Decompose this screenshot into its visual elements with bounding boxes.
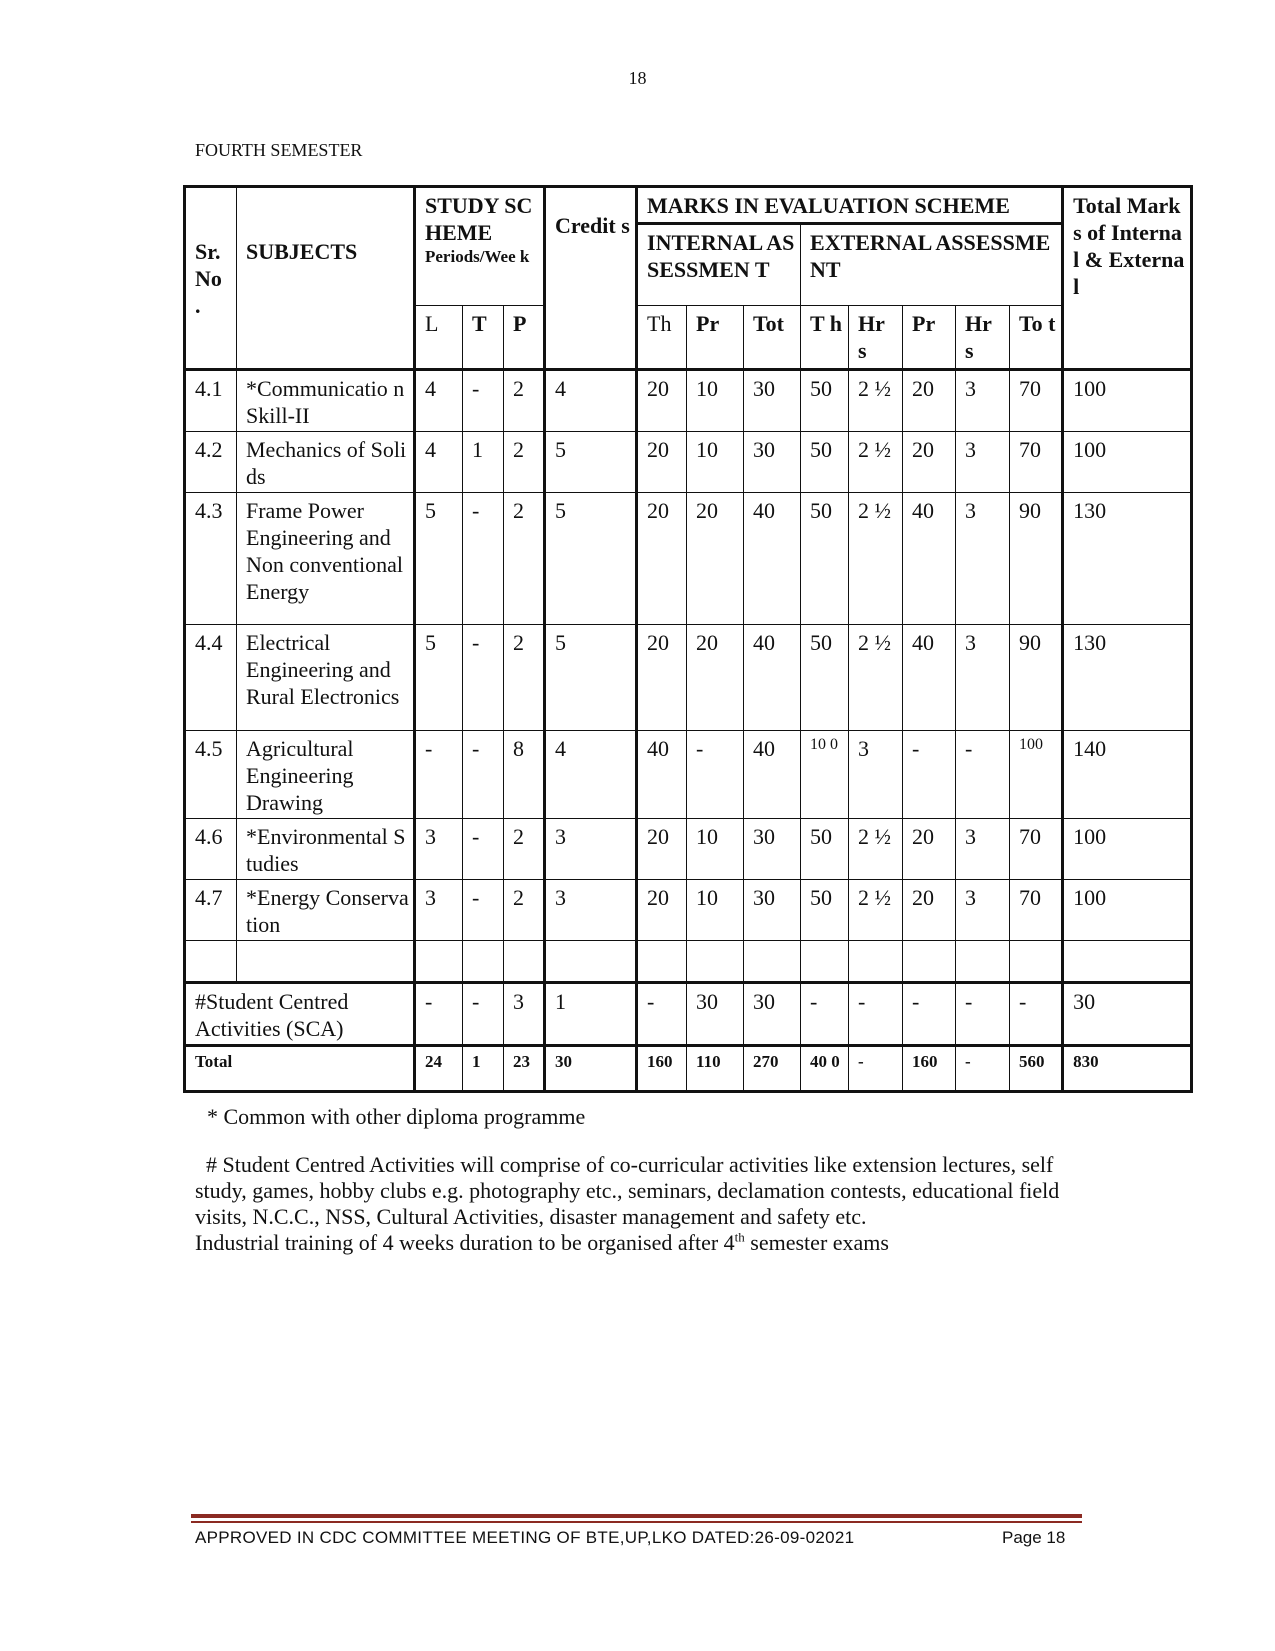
cell-ext-hrs2: 3 <box>956 880 1010 941</box>
cell-ext-hrs2: - <box>956 983 1010 1046</box>
cell-t: 1 <box>463 1046 504 1092</box>
header-marks-scheme: MARKS IN EVALUATION SCHEME <box>637 187 1063 224</box>
empty-cell <box>1063 941 1192 983</box>
cell-ext-tot: 70 <box>1010 880 1063 941</box>
empty-cell <box>415 941 463 983</box>
study-scheme-label: STUDY SCHEME <box>425 193 533 245</box>
cell-t: - <box>463 493 504 625</box>
empty-cell <box>903 941 956 983</box>
cell-ext-th: 50 <box>801 432 849 493</box>
cell-int-th: 20 <box>637 493 687 625</box>
cell-l: 4 <box>415 432 463 493</box>
cell-t: 1 <box>463 432 504 493</box>
cell-ext-pr: 20 <box>903 432 956 493</box>
table-row <box>185 370 1192 432</box>
cell-subject: *Communicatio n Skill-II <box>237 370 415 432</box>
cell-int-tot: 40 <box>744 731 801 819</box>
cell-ext-th: 50 <box>801 625 849 731</box>
empty-cell <box>744 941 801 983</box>
cell-total: 100 <box>1063 432 1192 493</box>
cell-int-tot: 30 <box>744 880 801 941</box>
empty-cell <box>237 941 415 983</box>
cell-ext-th: 50 <box>801 493 849 625</box>
cell-subject: Agricultural Engineering Drawing <box>237 731 415 819</box>
cell-sr: 4.2 <box>185 432 237 493</box>
cell-ext-tot: 70 <box>1010 432 1063 493</box>
cell-int-tot: 40 <box>744 625 801 731</box>
cell-subject: #Student Centred Activities (SCA) <box>185 983 415 1046</box>
cell-int-pr: 10 <box>687 819 744 880</box>
cell-sr: 4.4 <box>185 625 237 731</box>
cell-int-th: - <box>637 983 687 1046</box>
sub-header-pr-ext: Pr <box>903 306 956 370</box>
cell-ext-hrs2: 3 <box>956 432 1010 493</box>
footer-page: Page 18 <box>1002 1528 1066 1547</box>
sca-note-text: # Student Centred Activities will comprise of co-curricular activities like extension lectures, self study, games, hobby clubs e.g. photography etc., seminars, declamation contests, educational field visits, N.C.C., NSS, Cultural Activities, disaster management and safety etc. <box>195 1152 1060 1229</box>
training-note-sup: th <box>734 1229 745 1245</box>
cell-subject: Frame Power Engineering and Non conventional Energy <box>237 493 415 625</box>
cell-credits: 30 <box>545 1046 637 1092</box>
cell-ext-hrs: 2 ½ <box>849 493 903 625</box>
empty-cell <box>504 941 545 983</box>
total-label: Total <box>185 1046 415 1092</box>
sub-header-th: Th <box>637 306 687 370</box>
cell-p: 2 <box>504 625 545 731</box>
cell-total: 100 <box>1063 370 1192 432</box>
cell-ext-hrs2: - <box>956 1046 1010 1092</box>
cell-ext-tot: 70 <box>1010 819 1063 880</box>
cell-int-tot: 30 <box>744 819 801 880</box>
sub-header-hrs: Hr s <box>849 306 903 370</box>
cell-total: 830 <box>1063 1046 1192 1092</box>
cell-ext-th: 50 <box>801 880 849 941</box>
empty-cell <box>545 941 637 983</box>
cell-ext-pr: 20 <box>903 819 956 880</box>
empty-cell <box>849 941 903 983</box>
cell-ext-pr: 20 <box>903 880 956 941</box>
cell-ext-th: 40 0 <box>801 1046 849 1092</box>
cell-subject: Mechanics of Solids <box>237 432 415 493</box>
cell-l: 3 <box>415 819 463 880</box>
cell-p: 2 <box>504 880 545 941</box>
cell-ext-tot: 90 <box>1010 493 1063 625</box>
cell-int-pr: 20 <box>687 493 744 625</box>
cell-int-pr: 30 <box>687 983 744 1046</box>
cell-p: 23 <box>504 1046 545 1092</box>
cell-l: 3 <box>415 880 463 941</box>
cell-credits: 5 <box>545 493 637 625</box>
cell-p: 2 <box>504 370 545 432</box>
training-note-post: semester exams <box>744 1230 889 1255</box>
semester-title: FOURTH SEMESTER <box>195 140 363 160</box>
cell-ext-hrs: 3 <box>849 731 903 819</box>
cell-total: 130 <box>1063 625 1192 731</box>
cell-l: - <box>415 983 463 1046</box>
cell-subject: Electrical Engineering and Rural Electronics <box>237 625 415 731</box>
sub-header-t: T <box>463 306 504 370</box>
empty-cell <box>463 941 504 983</box>
page-number: 18 <box>628 68 647 88</box>
cell-ext-th: 50 <box>801 819 849 880</box>
cell-int-th: 20 <box>637 432 687 493</box>
cell-t: - <box>463 983 504 1046</box>
cell-ext-th: - <box>801 983 849 1046</box>
cell-ext-hrs2: 3 <box>956 625 1010 731</box>
cell-subject: *Energy Conservation <box>237 880 415 941</box>
cell-total: 140 <box>1063 731 1192 819</box>
cell-p: 2 <box>504 493 545 625</box>
sca-note <box>195 1152 1095 1230</box>
training-note-pre: Industrial training of 4 weeks duration to be organised after 4 <box>195 1230 735 1255</box>
cell-int-th: 20 <box>637 880 687 941</box>
evaluation-scheme-table <box>183 185 1193 1093</box>
empty-cell <box>687 941 744 983</box>
cell-ext-hrs: 2 ½ <box>849 880 903 941</box>
empty-cell <box>185 941 237 983</box>
cell-total: 100 <box>1063 819 1192 880</box>
cell-ext-th: 10 0 <box>801 731 849 819</box>
cell-sr: 4.3 <box>185 493 237 625</box>
cell-ext-pr: 40 <box>903 625 956 731</box>
cell-credits: 3 <box>545 819 637 880</box>
header-credits: Credit s <box>545 187 637 370</box>
empty-cell <box>1010 941 1063 983</box>
cell-ext-pr: - <box>903 983 956 1046</box>
cell-t: - <box>463 370 504 432</box>
cell-ext-tot: 560 <box>1010 1046 1063 1092</box>
header-internal: INTERNAL ASSESSMEN T <box>637 224 801 306</box>
table-row <box>185 493 1192 625</box>
cell-l: 24 <box>415 1046 463 1092</box>
cell-int-tot: 270 <box>744 1046 801 1092</box>
sub-header-tot-ext: To t <box>1010 306 1063 370</box>
footer-rule <box>191 1521 1082 1523</box>
cell-t: - <box>463 880 504 941</box>
periods-label: Periods/Wee k <box>425 247 530 266</box>
cell-int-th: 20 <box>637 625 687 731</box>
cell-ext-hrs2: 3 <box>956 493 1010 625</box>
cell-subject: *Environmental Studies <box>237 819 415 880</box>
sub-header-p: P <box>504 306 545 370</box>
cell-ext-hrs: - <box>849 983 903 1046</box>
cell-int-pr: - <box>687 731 744 819</box>
sub-header-l: L <box>415 306 463 370</box>
cell-l: 5 <box>415 625 463 731</box>
table-row <box>185 625 1192 731</box>
cell-total: 30 <box>1063 983 1192 1046</box>
cell-t: - <box>463 731 504 819</box>
cell-l: 5 <box>415 493 463 625</box>
cell-int-tot: 30 <box>744 370 801 432</box>
cell-int-th: 20 <box>637 370 687 432</box>
cell-sr: 4.1 <box>185 370 237 432</box>
cell-credits: 4 <box>545 370 637 432</box>
cell-ext-hrs: 2 ½ <box>849 819 903 880</box>
empty-cell <box>637 941 687 983</box>
header-total-marks: Total Marks of Interna l & Externa l <box>1063 187 1192 370</box>
cell-ext-pr: - <box>903 731 956 819</box>
cell-credits: 5 <box>545 432 637 493</box>
training-note <box>195 1230 1095 1256</box>
cell-ext-tot: 90 <box>1010 625 1063 731</box>
cell-credits: 5 <box>545 625 637 731</box>
cell-ext-pr: 160 <box>903 1046 956 1092</box>
cell-t: - <box>463 625 504 731</box>
cell-int-pr: 10 <box>687 370 744 432</box>
empty-cell <box>956 941 1010 983</box>
cell-total: 130 <box>1063 493 1192 625</box>
cell-credits: 3 <box>545 880 637 941</box>
cell-ext-hrs: 2 ½ <box>849 625 903 731</box>
cell-ext-hrs: - <box>849 1046 903 1092</box>
cell-sr: 4.5 <box>185 731 237 819</box>
cell-l: 4 <box>415 370 463 432</box>
empty-cell <box>801 941 849 983</box>
cell-ext-hrs2: - <box>956 731 1010 819</box>
header-subjects: SUBJECTS <box>237 187 415 370</box>
header-external: EXTERNAL ASSESSMENT <box>801 224 1063 306</box>
cell-p: 2 <box>504 819 545 880</box>
footer-rule <box>191 1514 1082 1518</box>
cell-credits: 4 <box>545 731 637 819</box>
cell-ext-hrs2: 3 <box>956 819 1010 880</box>
header-study-scheme <box>415 187 545 306</box>
cell-ext-tot: - <box>1010 983 1063 1046</box>
table-row <box>185 880 1192 941</box>
sub-header-th-ext: T h <box>801 306 849 370</box>
footer-approval: APPROVED IN CDC COMMITTEE MEETING OF BTE,UP,LKO DATED:26-09-02021 <box>195 1528 855 1547</box>
cell-int-tot: 30 <box>744 432 801 493</box>
table-row <box>185 731 1192 819</box>
cell-int-pr: 10 <box>687 880 744 941</box>
cell-int-tot: 30 <box>744 983 801 1046</box>
cell-ext-pr: 20 <box>903 370 956 432</box>
footnotes <box>195 1104 1095 1256</box>
cell-int-pr: 20 <box>687 625 744 731</box>
cell-ext-hrs: 2 ½ <box>849 432 903 493</box>
cell-ext-pr: 40 <box>903 493 956 625</box>
cell-ext-tot: 70 <box>1010 370 1063 432</box>
cell-ext-tot: 100 <box>1010 731 1063 819</box>
sub-header-hrs-ext: Hr s <box>956 306 1010 370</box>
cell-p: 3 <box>504 983 545 1046</box>
cell-int-pr: 110 <box>687 1046 744 1092</box>
cell-ext-hrs2: 3 <box>956 370 1010 432</box>
empty-row <box>185 941 1192 983</box>
cell-p: 8 <box>504 731 545 819</box>
cell-int-th: 160 <box>637 1046 687 1092</box>
cell-total: 100 <box>1063 880 1192 941</box>
total-row <box>185 1046 1192 1092</box>
table-row <box>185 819 1192 880</box>
cell-int-th: 40 <box>637 731 687 819</box>
cell-int-tot: 40 <box>744 493 801 625</box>
cell-l: - <box>415 731 463 819</box>
header-sr-no: Sr. No . <box>185 187 237 370</box>
sca-row <box>185 983 1192 1046</box>
cell-t: - <box>463 819 504 880</box>
cell-p: 2 <box>504 432 545 493</box>
sub-header-pr: Pr <box>687 306 744 370</box>
table-row <box>185 432 1192 493</box>
cell-ext-hrs: 2 ½ <box>849 370 903 432</box>
cell-sr: 4.6 <box>185 819 237 880</box>
sub-header-tot: Tot <box>744 306 801 370</box>
cell-sr: 4.7 <box>185 880 237 941</box>
cell-ext-th: 50 <box>801 370 849 432</box>
cell-credits: 1 <box>545 983 637 1046</box>
cell-int-th: 20 <box>637 819 687 880</box>
common-note: * Common with other diploma programme <box>207 1104 586 1129</box>
cell-int-pr: 10 <box>687 432 744 493</box>
